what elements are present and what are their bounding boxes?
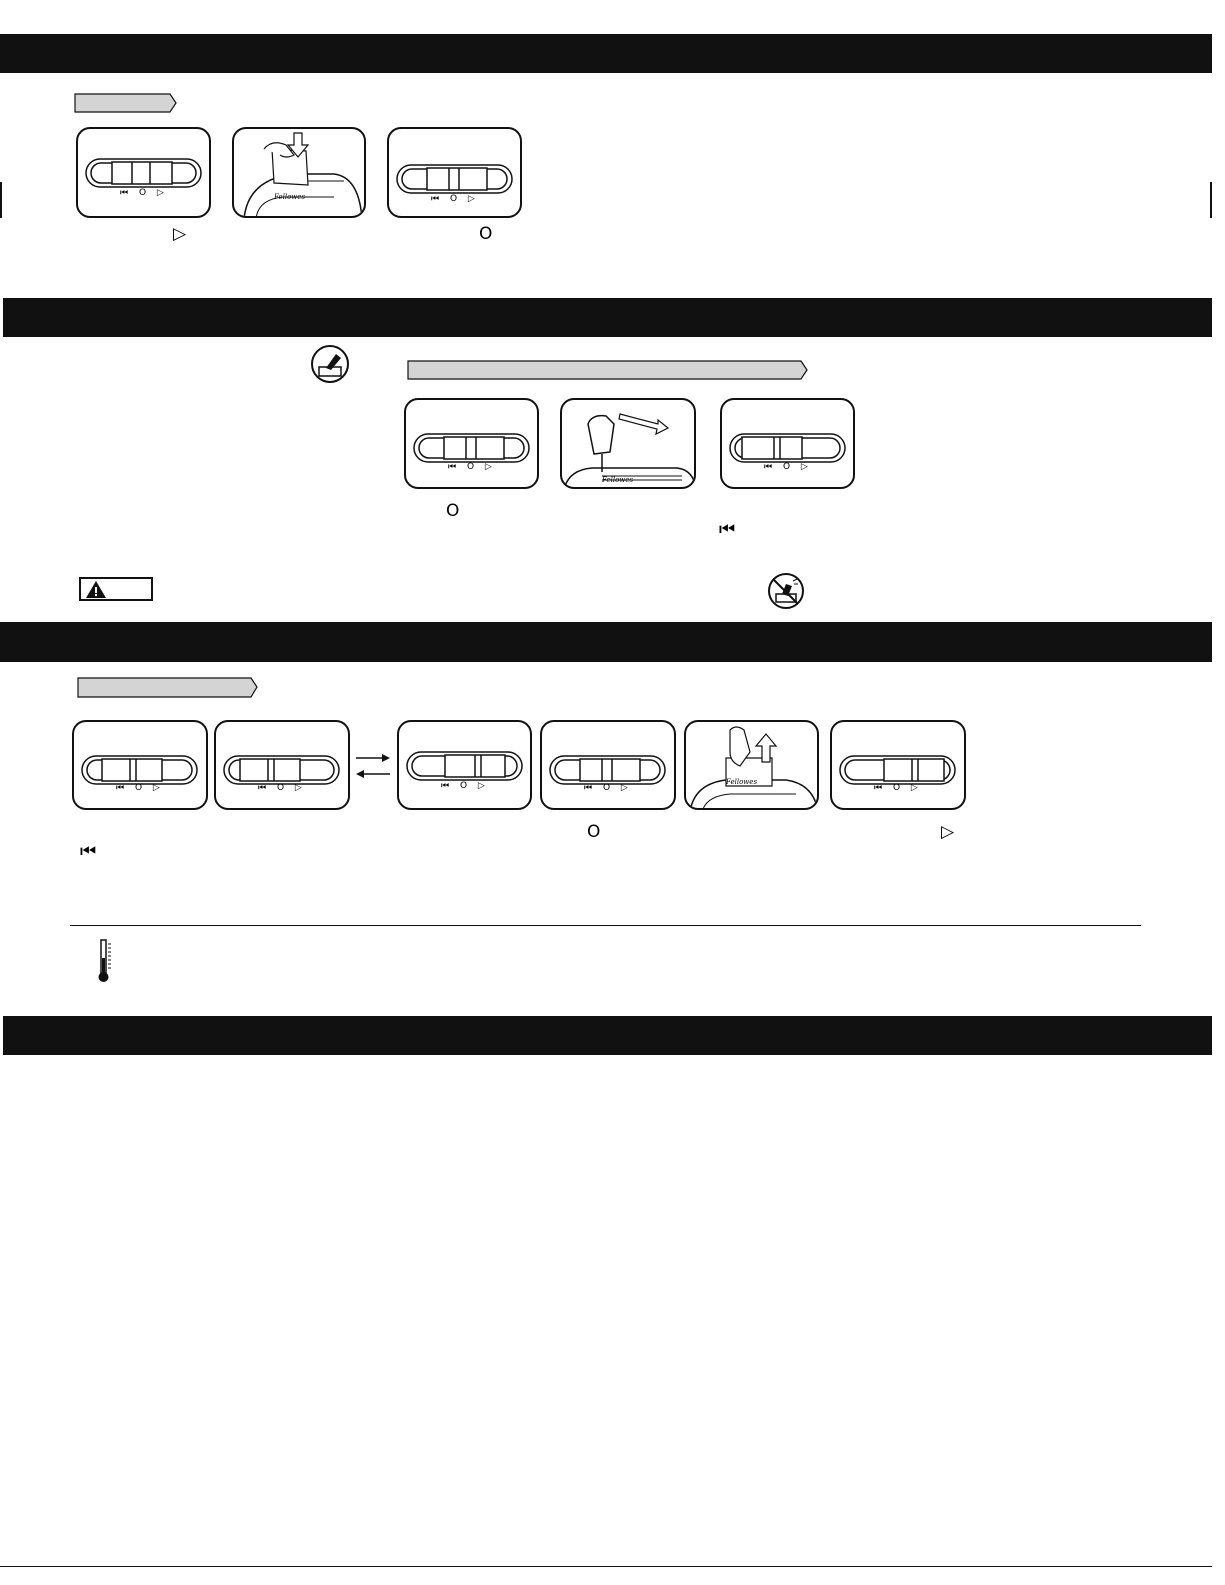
switch-labels: ⏮ O ▷: [874, 783, 922, 793]
switch-illustration: [74, 722, 208, 810]
switch-panel-jam-off: [540, 720, 676, 810]
warning-triangle-icon: [84, 579, 108, 601]
switch-illustration: [542, 722, 676, 810]
off-glyph: O: [479, 224, 493, 244]
switch-illustration: [216, 722, 350, 810]
warning-box: [79, 577, 153, 601]
switch-labels: ⏮ O ▷: [448, 462, 496, 472]
switch-labels: ⏮ O ▷: [441, 781, 489, 791]
switch-panel-jam-on: [830, 720, 966, 810]
feed-paper-illustration: [234, 129, 366, 218]
switch-labels: ⏮ O ▷: [120, 188, 168, 198]
tag-arrow-2: [407, 360, 809, 380]
switch-panel-jam-2: [214, 720, 350, 810]
edge-mark-left: [0, 182, 2, 218]
switch-labels: ⏮ O ▷: [584, 783, 632, 793]
reverse-glyph: ⏮: [719, 519, 736, 540]
edge-mark-right: [1210, 182, 1212, 218]
switch-panel-on: [76, 127, 211, 218]
divider-line: [70, 925, 1141, 926]
switch-illustration: [399, 722, 532, 810]
switch-illustration: [389, 129, 522, 218]
switch-panel-jam-1: [72, 720, 208, 810]
switch-labels: ⏮ O ▷: [116, 783, 164, 793]
back-and-forth-arrows-icon: [352, 750, 394, 780]
tag-arrow-1: [74, 93, 178, 113]
oil-maintenance-icon: [310, 344, 350, 384]
reverse-glyph: ⏮: [80, 841, 97, 862]
switch-panel-reverse: [720, 398, 855, 489]
switch-labels: ⏮ O ▷: [258, 783, 306, 793]
on-glyph: ▷: [941, 822, 955, 842]
off-glyph: O: [446, 501, 460, 521]
switch-labels: ⏮ O ▷: [764, 462, 812, 472]
footer-line: [0, 1566, 1212, 1567]
no-aerosol-icon: [766, 572, 806, 610]
remove-paper-panel: [684, 720, 819, 810]
remove-paper-illustration: [686, 722, 819, 810]
switch-panel-off: [387, 127, 522, 218]
on-glyph: ▷: [173, 224, 187, 244]
switch-illustration: [722, 400, 855, 489]
switch-panel-jam-3: [397, 720, 532, 810]
off-glyph: O: [587, 822, 601, 842]
thermometer-icon: [96, 938, 118, 984]
oil-applying-panel: [560, 398, 696, 489]
tag-arrow-3: [77, 677, 259, 698]
section-bar-4: [3, 1016, 1212, 1055]
brand-logo: Fellowes: [726, 778, 758, 786]
brand-logo: Fellowes: [274, 193, 306, 201]
section-bar-2: [3, 298, 1212, 337]
feed-paper-panel: [232, 127, 366, 218]
switch-labels: ⏮ O ▷: [431, 194, 479, 204]
switch-panel-off-2: [404, 398, 539, 489]
switch-illustration: [406, 400, 539, 489]
switch-illustration: [832, 722, 966, 810]
section-bar-3: [0, 622, 1212, 662]
switch-illustration: [78, 129, 211, 218]
brand-logo: Fellowes: [602, 476, 634, 484]
section-bar-1: [0, 34, 1212, 73]
